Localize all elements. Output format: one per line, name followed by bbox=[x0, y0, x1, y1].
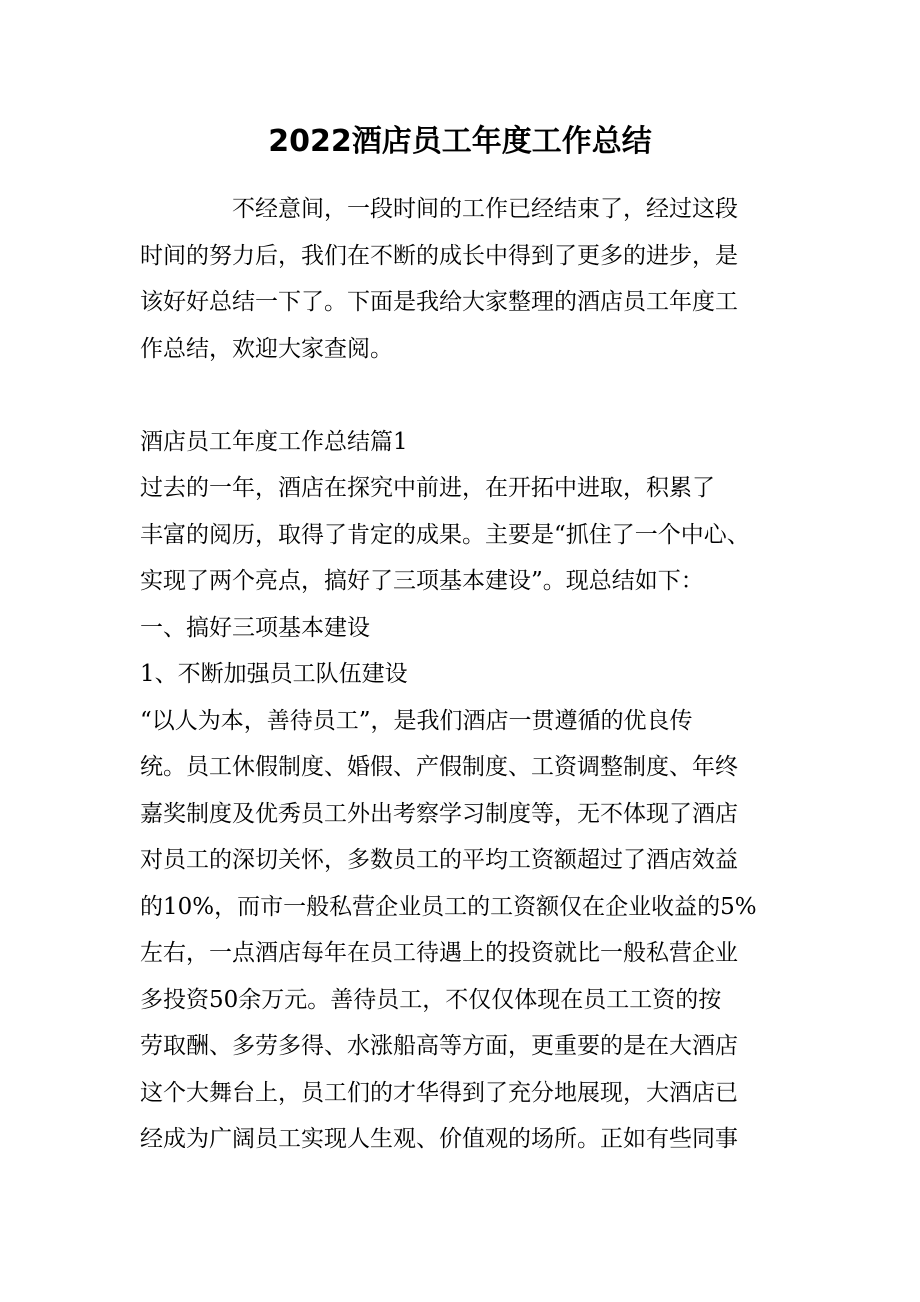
paragraph-line: 过去的一年，酒店在探究中前进，在开拓中进取，积累了 bbox=[140, 475, 715, 501]
subheading-text: 1、不断加强员工队伍建设 bbox=[140, 661, 408, 687]
paragraph-line: 嘉奖制度及优秀员工外出考察学习制度等，无不体现了酒店 bbox=[140, 800, 738, 827]
paragraph-line: 左右，一点酒店每年在员工待遇上的投资就比一般私营企业 bbox=[140, 940, 738, 966]
paragraph-line: 的10%，而市一般私营企业员工的工资额仅在企业收益的5% bbox=[140, 893, 757, 920]
section-heading bbox=[140, 419, 780, 466]
subheading-2 bbox=[140, 651, 780, 698]
document-title: 2022酒店员工年度工作总结 bbox=[268, 124, 652, 159]
paragraph-line: 劳取酬、多劳多得、水涨船高等方面，更重要的是在大酒店 bbox=[140, 1033, 738, 1059]
paragraph-line: 这个大舞台上，员工们的才华得到了充分地展现，大酒店已 bbox=[140, 1079, 738, 1106]
intro-line: 该好好总结一下了。下面是我给大家整理的酒店员工年度工 bbox=[140, 289, 738, 315]
paragraph-gap bbox=[140, 372, 780, 419]
intro-line: 时间的努力后，我们在不断的成长中得到了更多的进步，是 bbox=[140, 242, 738, 269]
paragraph-2 bbox=[140, 698, 780, 1163]
paragraph-line: 多投资50余万元。善待员工，不仅仅体现在员工工资的按 bbox=[140, 986, 722, 1013]
paragraph-1 bbox=[140, 465, 780, 605]
paragraph-line: “以人为本，善待员工”，是我们酒店一贯遵循的优良传 bbox=[140, 707, 693, 734]
document-body bbox=[140, 186, 780, 1163]
subheading-text: 一、搞好三项基本建设 bbox=[140, 614, 370, 641]
paragraph-line: 对员工的深切关怀，多数员工的平均工资额超过了酒店效益 bbox=[140, 847, 738, 873]
section-heading-text: 酒店员工年度工作总结篇1 bbox=[140, 428, 408, 455]
intro-line: 作总结，欢迎大家查阅。 bbox=[140, 335, 393, 362]
intro-paragraph bbox=[140, 186, 780, 372]
subheading-1 bbox=[140, 605, 780, 652]
intro-line: 不经意间，一段时间的工作已经结束了，经过这段 bbox=[140, 196, 738, 222]
paragraph-line: 统。员工休假制度、婚假、产假制度、工资调整制度、年终 bbox=[140, 754, 738, 780]
paragraph-line: 实现了两个亮点，搞好了三项基本建设”。现总结如下： bbox=[140, 568, 704, 594]
paragraph-line: 经成为广阔员工实现人生观、价值观的场所。正如有些同事 bbox=[140, 1126, 738, 1152]
paragraph-line: 丰富的阅历，取得了肯定的成果。主要是“抓住了一个中心、 bbox=[140, 521, 750, 548]
